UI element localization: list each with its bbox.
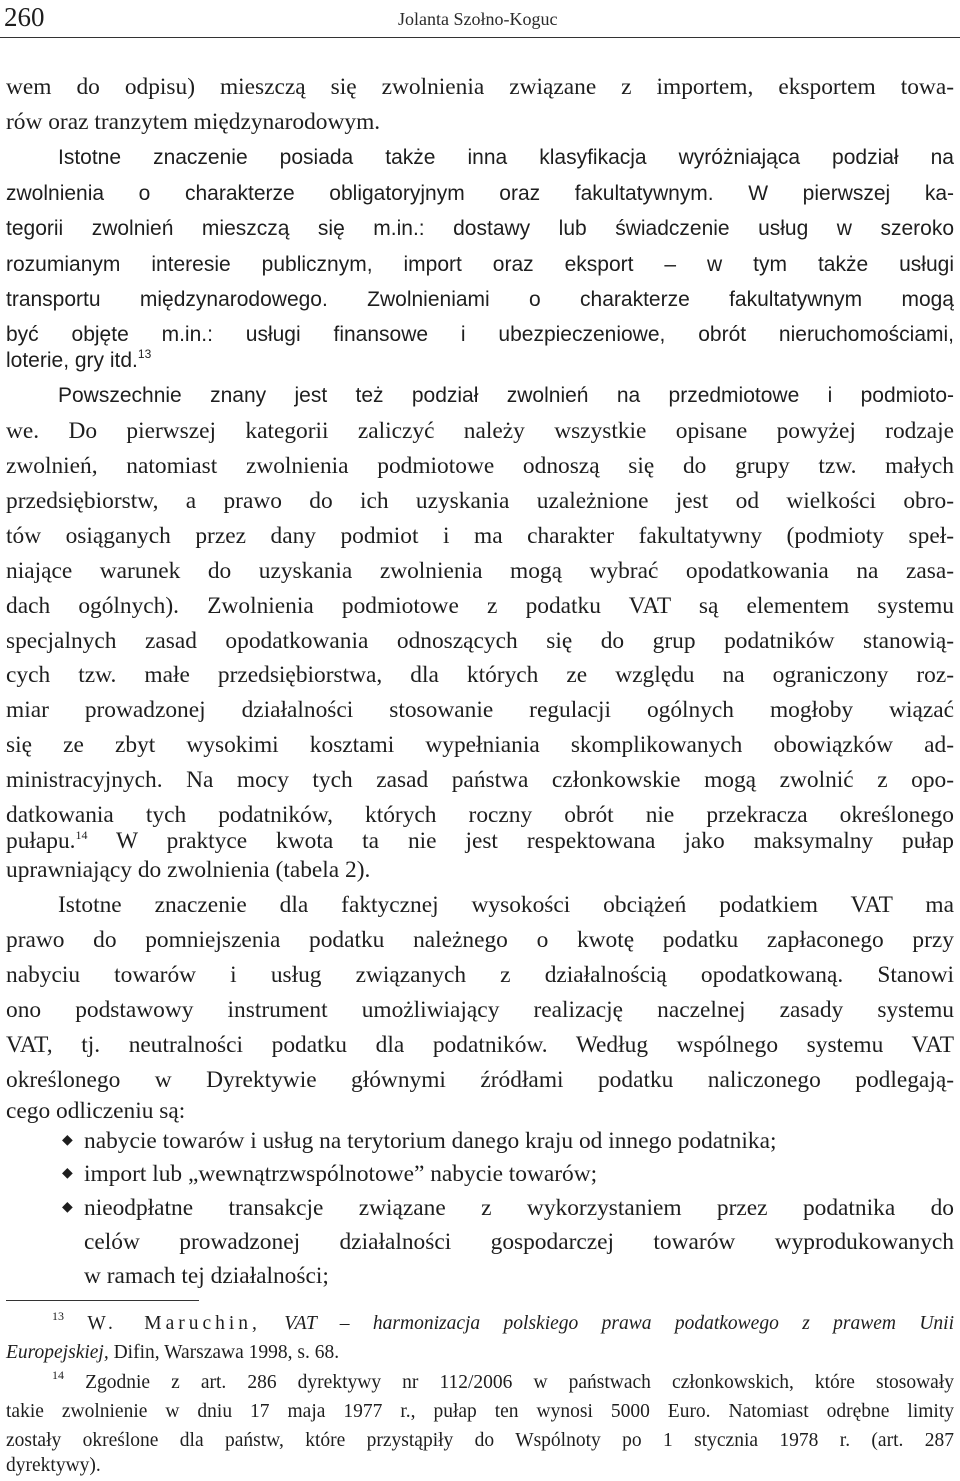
- text-fragment: W praktyce kwota ta nie jest respektowana jako maksymalny pułap: [87, 828, 954, 854]
- footnote-13-cont: [6, 1339, 339, 1367]
- text-line: określonego w Dyrektywie głównymi źródłami podatku naliczonego podlegają-: [6, 1067, 954, 1093]
- footnote-title: VAT – harmonizacja polskiego prawa podatkowego z prawem Unii: [284, 1313, 955, 1334]
- footnote-ref-13: 13: [137, 347, 152, 361]
- page-header: [0, 0, 960, 42]
- text-line: tegorii zwolnień mieszczą się m.in.: dostawy lub świadczenie usług w szeroko: [6, 217, 954, 240]
- page-number: 260: [4, 2, 45, 32]
- footnote-14-line: takie zwolnienie w dniu 17 maja 1977 r., pułap ten wynosi 5000 Euro. Natomiast odrębne limity: [6, 1401, 954, 1422]
- text-line: prawo do pomniejszenia podatku należnego o kwotę podatku zapłaconego przy: [6, 927, 954, 953]
- footnote-14-line: dyrektywy).: [6, 1455, 101, 1476]
- footnote-14-line: zostały określone dla państw, które przystąpiły do Wspólnoty po 1 stycznia 1978 r. (art. 287: [6, 1430, 954, 1451]
- text-line: uprawniający do zwolnienia (tabela 2).: [6, 857, 371, 883]
- text-line: transportu międzynarodowego. Zwolnieniami o charakterze fakultatywnym mogą: [6, 288, 954, 311]
- text-line: miar prowadzonej działalności stosowanie regulacji ogólnych mogłoby wiązać: [6, 697, 954, 723]
- list-item-continuation: celów prowadzonej działalności gospodarczej towarów wyprodukowanych: [84, 1229, 954, 1255]
- text-line: cego odliczeniu są:: [6, 1098, 186, 1124]
- text-line: się ze zbyt wysokimi kosztami wypełniania skomplikowanych obowiązków ad-: [6, 732, 954, 758]
- text-line: rozumianym interesie publicznym, import oraz eksport – w tym także usługi: [6, 253, 954, 276]
- header-rule: [0, 37, 960, 38]
- text-line: przedsiębiorstw, a prawo do ich uzyskania uzależnione jest od wielkości obro-: [6, 488, 954, 514]
- list-item: import lub „wewnątrzwspólnotowe” nabycie towarów;: [84, 1161, 598, 1187]
- text-line: tów osiąganych przez dany podmiot i ma charakter fakultatywny (podmioty speł-: [6, 523, 954, 549]
- text-line: dach ogólnych). Zwolnienia podmiotowe z podatku VAT są elementem systemu: [6, 593, 954, 619]
- text-line: VAT, tj. neutralności podatku dla podatników. Według wspólnego systemu VAT: [6, 1032, 954, 1058]
- footnote-rule: [6, 1300, 199, 1301]
- text-line: Powszechnie znany jest też podział zwolnień na przedmiotowe i podmioto-: [58, 384, 954, 407]
- text-line: zwolnienia o charakterze obligatoryjnym oraz fakultatywnym. W pierwszej ka-: [6, 182, 954, 205]
- running-head-author: Jolanta Szołno-Koguc: [398, 9, 558, 29]
- list-item-continuation: w ramach tej działalności;: [84, 1263, 329, 1289]
- text-line: ministracyjnych. Na mocy tych zasad państwa członkowskie mogą zwolnić z opo-: [6, 767, 954, 793]
- footnote-title: Europejskiej,: [6, 1342, 109, 1363]
- text-line: [6, 826, 954, 856]
- text-line: [6, 346, 151, 376]
- footnote-text: Zgodnie z art. 286 dyrektywy nr 112/2006 w państwach członkowskich, które stosowały: [85, 1372, 955, 1393]
- text-line: nabyciu towarów i usług związanych z działalnością opodatkowaną. Stanowi: [6, 962, 954, 988]
- text-line: cych tzw. małe przedsiębiorstwa, dla których ze względu na ograniczony roz-: [6, 662, 954, 688]
- text-fragment: pułapu.: [6, 828, 76, 854]
- footnote-14: [52, 1369, 954, 1397]
- footnote-source: Difin, Warszawa 1998, s. 68.: [108, 1342, 340, 1363]
- list-item: nieodpłatne transakcje związane z wykorzystaniem przez podatnika do: [84, 1195, 954, 1221]
- text-line: ono podstawowy instrument umożliwiający realizację naczelnej zasady systemu: [6, 997, 954, 1023]
- text-line: datkowania tych podatników, których roczny obrót nie przekracza określonego: [6, 802, 954, 828]
- text-line: we. Do pierwszej kategorii zaliczyć należy wszystkie opisane powyżej rodzaje: [6, 418, 954, 444]
- footnote-ref-14: 14: [75, 828, 88, 842]
- text-line: zwolnień, natomiast zwolnienia podmiotowe odnoszą się do grupy tzw. małych: [6, 453, 954, 479]
- text-line: wem do odpisu) mieszczą się zwolnienia związane z importem, eksportem towa-: [6, 74, 954, 100]
- text-line: niające warunek do uzyskania zwolnienia mogą wybrać opodatkowania na zasa-: [6, 558, 954, 584]
- footnote-13: [52, 1310, 954, 1338]
- diamond-bullet-icon: ◆: [62, 1133, 73, 1148]
- footnote-number: 13: [52, 1309, 64, 1323]
- footnote-number: 14: [52, 1368, 64, 1382]
- text-line: Istotne znaczenie posiada także inna klasyfikacja wyróżniająca podział na: [58, 146, 954, 169]
- diamond-bullet-icon: ◆: [62, 1166, 73, 1181]
- footnote-author: W. Maruchin,: [87, 1313, 261, 1334]
- text-line: Istotne znaczenie dla faktycznej wysokości obciążeń podatkiem VAT ma: [58, 892, 954, 918]
- text-line: rów oraz tranzytem międzynarodowym.: [6, 109, 381, 135]
- text-fragment: loterie, gry itd.: [6, 349, 138, 372]
- list-item: nabycie towarów i usług na terytorium danego kraju od innego podatnika;: [84, 1128, 777, 1154]
- text-line: specjalnych zasad opodatkowania odnoszących się do grup podatników stanowią-: [6, 628, 954, 654]
- text-line: być objęte m.in.: usługi finansowe i ubezpieczeniowe, obrót nieruchomościami,: [6, 323, 954, 346]
- diamond-bullet-icon: ◆: [62, 1200, 73, 1215]
